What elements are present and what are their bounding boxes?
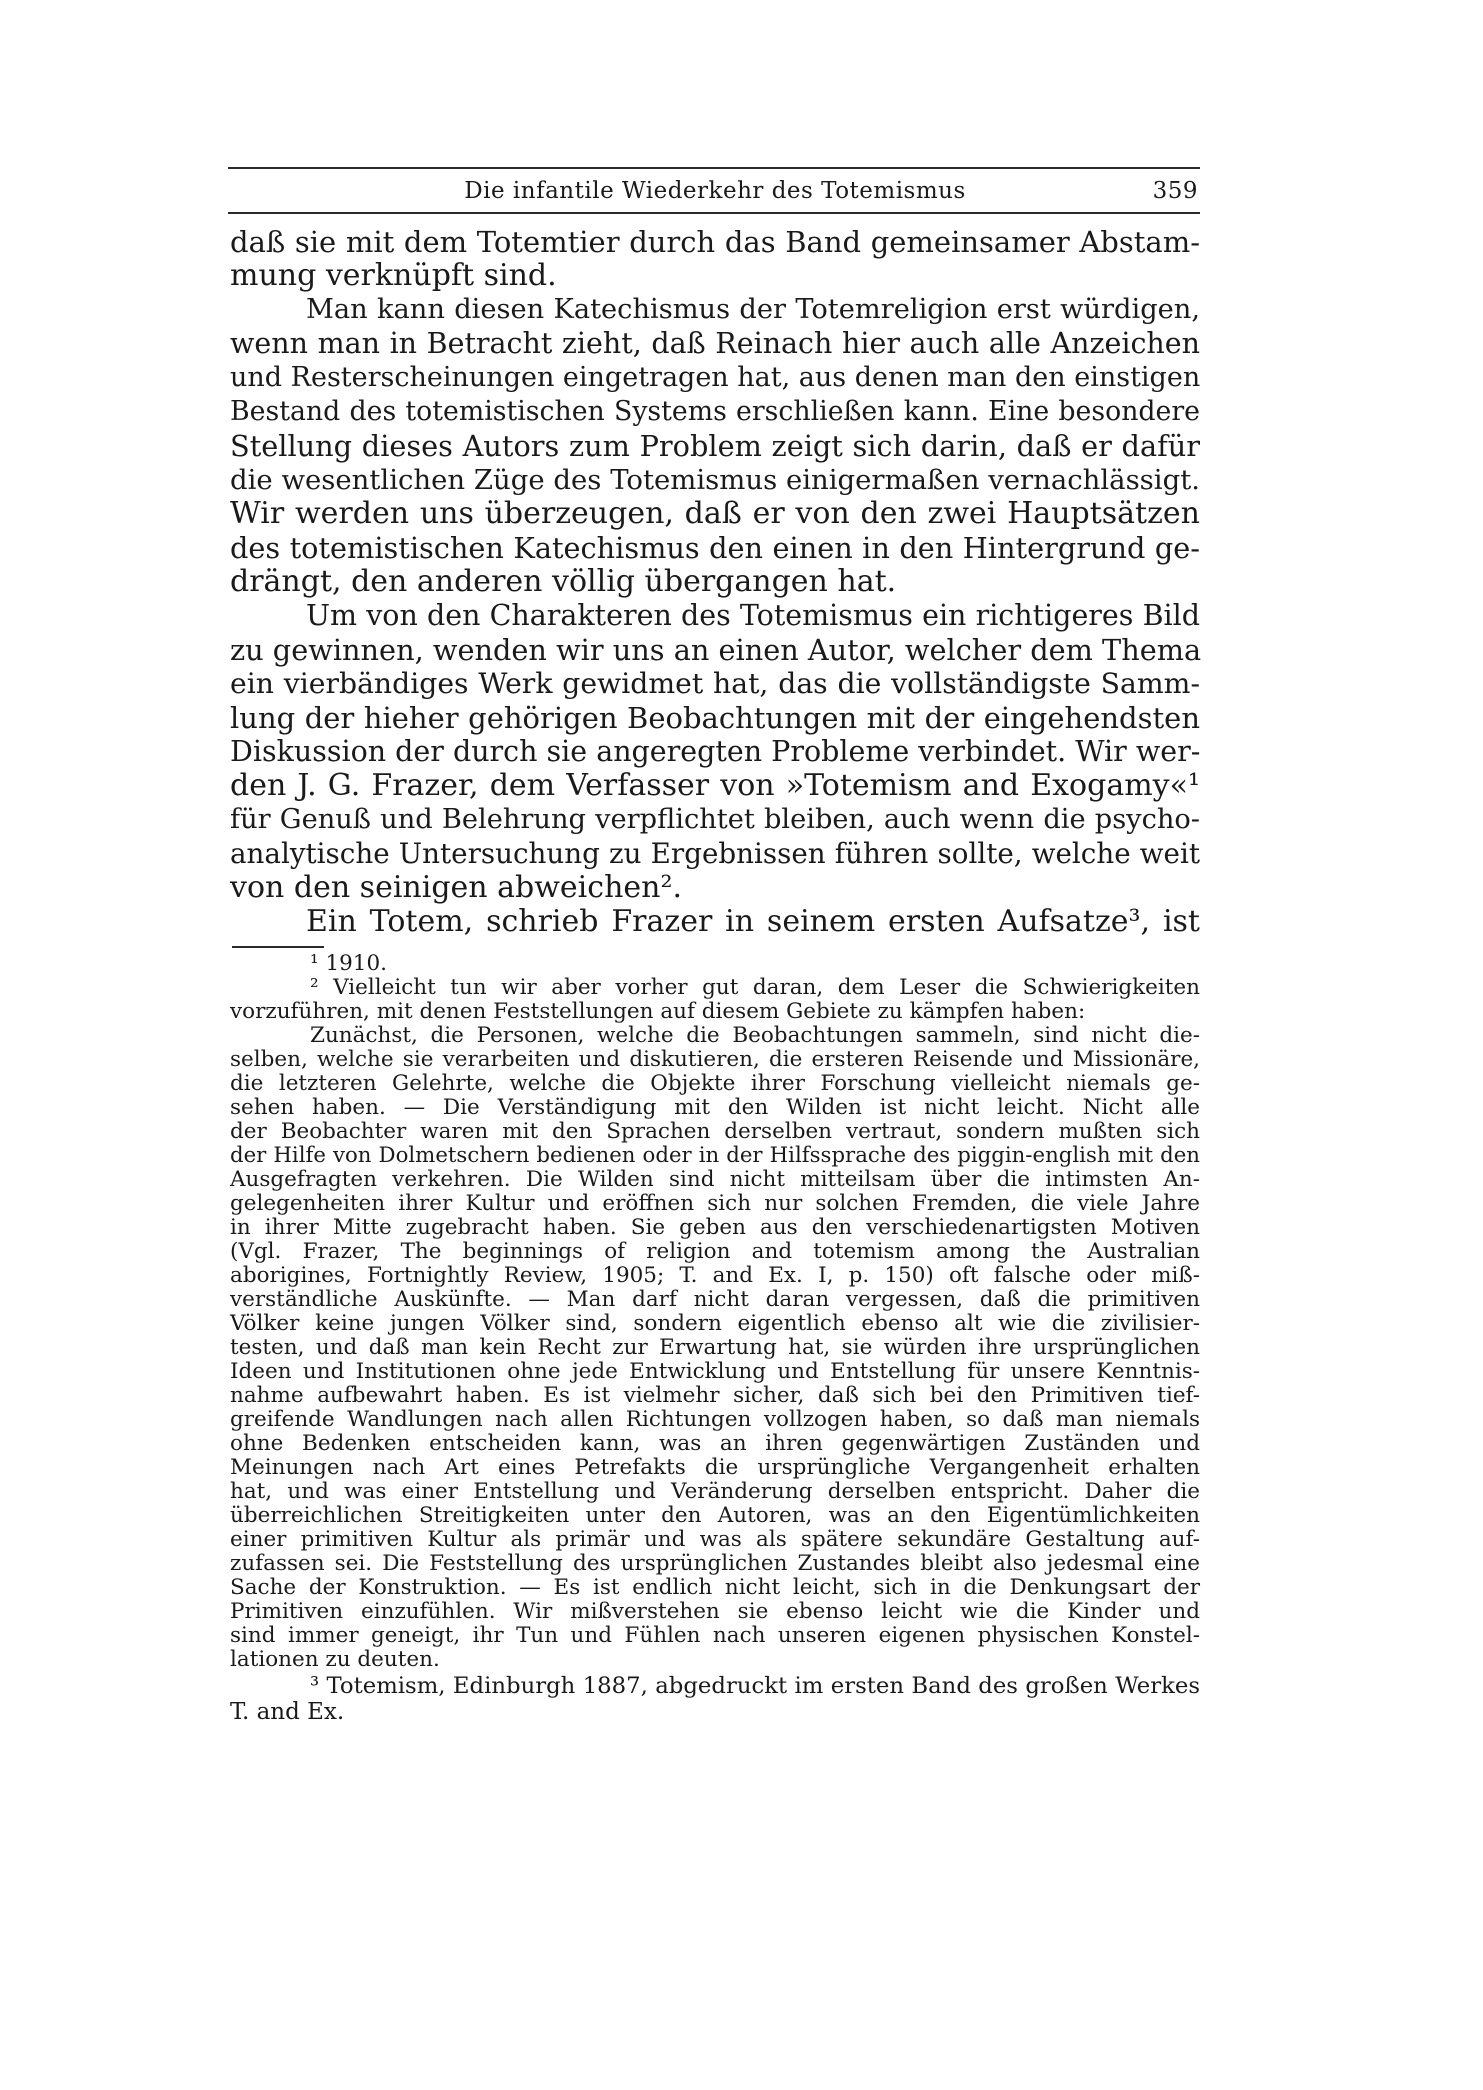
body-line: daß sie mit dem Totemtier durch das Band gemeinsamer Abstam- [230,225,1200,259]
footnote-line: Völker keine jungen Völker sind, sondern eigentlich ebenso alt wie die zivilisier- [230,1311,1200,1336]
body-line: Stellung dieses Autors zum Problem zeigt sich darin, daß er dafür [230,429,1200,463]
body-line: und Resterscheinungen eingetragen hat, aus denen man den einstigen [230,362,1201,393]
footnote-line: (Vgl. Frazer, The beginnings of religion and totemism among the Australian [230,1239,1200,1264]
footnote-line: T. and Ex. [230,1699,345,1725]
footnote-line: aborigines, Fortnightly Review, 1905; T. and Ex. I, p. 150) oft falsche oder miß- [230,1263,1200,1288]
footnote-line: ohne Bedenken entscheiden kann, was an ihren gegenwärtigen Zuständen und [230,1431,1200,1456]
running-header [232,172,1198,206]
footnote-line: die letzteren Gelehrte, welche die Objekte ihrer Forschung vielleicht niemals ge- [230,1071,1200,1096]
footnote-line: vorzuführen, mit denen Feststellungen auf diesem Gebiete zu kämpfen haben: [230,999,1086,1024]
footnote-line: Ideen und Institutionen ohne jede Entwicklung und Entstellung für unsere Kenntnis- [230,1359,1200,1384]
footnote-line: hat, und was einer Entstellung und Veränderung derselben entspricht. Daher die [230,1479,1200,1504]
footnote-line: Zunächst, die Personen, welche die Beobachtungen sammeln, sind nicht die- [310,1023,1200,1048]
body-line: Um von den Charakteren des Totemismus ein richtigeres Bild [306,599,1200,632]
header-rule-top [228,167,1200,169]
body-line: zu gewinnen, wenden wir uns an einen Autor, welcher dem Thema [230,633,1202,667]
footnote-line: gelegenheiten ihrer Kultur und eröffnen sich nur solchen Fremden, die viele Jahre [230,1191,1200,1216]
footnote-line: sehen haben. — Die Verständigung mit den Wilden ist nicht leicht. Nicht alle [230,1095,1200,1120]
body-line: analytische Untersuchung zu Ergebnissen führen sollte, welche weit [230,837,1200,870]
footnote-line: sind immer geneigt, ihr Tun und Fühlen nach unseren eigenen physischen Konstel- [230,1623,1200,1648]
footnote-line: nahme aufbewahrt haben. Es ist vielmehr sicher, daß sich bei den Primitiven tief- [230,1383,1200,1408]
footnote-line: zufassen sei. Die Feststellung des ursprünglichen Zustandes bleibt also jedesmal eine [230,1551,1200,1576]
body-line: Wir werden uns überzeugen, daß er von den zwei Hauptsätzen [230,496,1200,531]
footnote-line: selben, welche sie verarbeiten und diskutieren, die ersteren Reisende und Missionäre, [230,1047,1200,1072]
body-line: lung der hieher gehörigen Beobachtungen mit der eingehendsten [230,701,1200,735]
body-line: Ein Totem, schrieb Frazer in seinem ersten Aufsatze³, ist [306,904,1200,939]
footnote-line: einer primitiven Kultur als primär und was als spätere sekundäre Gestaltung auf- [230,1527,1200,1552]
footnote-line: lationen zu deuten. [230,1647,440,1672]
page-number: 359 [1152,178,1198,204]
footnote-line: in ihrer Mitte zugebracht haben. Sie geben aus den verschiedenartigsten Motiven [230,1215,1200,1240]
body-line: ein vierbändiges Werk gewidmet hat, das die vollständigste Samm- [230,667,1200,700]
footnote-line: greifende Wandlungen nach allen Richtungen vollzogen haben, so daß man niemals [230,1407,1200,1432]
body-line: Bestand des totemistischen Systems erschließen kann. Eine besondere [230,396,1200,427]
body-line: von den seinigen abweichen². [230,870,683,905]
running-title: Die infantile Wiederkehr des Totemismus [464,178,966,204]
body-line: Man kann diesen Katechismus der Totemreligion erst würdigen, [306,294,1200,325]
footnote-separator [232,946,324,948]
footnote-line: Ausgefragten verkehren. Die Wilden sind nicht mitteilsam über die intimsten An- [230,1167,1200,1192]
footnote-line: ³ Totemism, Edinburgh 1887, abgedruckt im ersten Band des großen Werkes [310,1673,1200,1699]
body-line: den J. G. Frazer, dem Verfasser von »Totemism and Exogamy«¹ [230,768,1200,803]
body-line: drängt, den anderen völlig übergangen hat. [230,564,897,599]
footnote-line: Sache der Konstruktion. — Es ist endlich nicht leicht, sich in die Denkungsart der [230,1575,1200,1600]
body-line: des totemistischen Katechismus den einen in den Hintergrund ge- [230,531,1200,565]
body-line: für Genuß und Belehrung verpflichtet bleiben, auch wenn die psycho- [230,804,1200,835]
footnote-line: der Hilfe von Dolmetschern bedienen oder in der Hilfssprache des piggin-english mit den [230,1143,1200,1168]
footnote-line: Meinungen nach Art eines Petrefakts die ursprüngliche Vergangenheit erhalten [230,1455,1200,1480]
footnote-line: Primitiven einzufühlen. Wir mißverstehen sie ebenso leicht wie die Kinder und [230,1599,1200,1624]
body-line: die wesentlichen Züge des Totemismus einigermaßen vernachlässigt. [230,464,1200,496]
header-rule-bottom [228,212,1200,214]
body-line: wenn man in Betracht zieht, daß Reinach hier auch alle Anzeichen [230,327,1200,360]
footnote-line: der Beobachter waren mit den Sprachen derselben vertraut, sondern mußten sich [230,1119,1200,1144]
body-line: mung verknüpft sind. [230,258,557,293]
footnote-line: ¹ 1910. [310,951,388,976]
footnote-line: ² Vielleicht tun wir aber vorher gut daran, dem Leser die Schwierigkeiten [310,975,1200,1000]
footnote-line: überreichlichen Streitigkeiten unter den Autoren, was an den Eigentümlichkeiten [230,1503,1200,1528]
footnote-line: verständliche Auskünfte. — Man darf nicht daran vergessen, daß die primitiven [230,1287,1200,1312]
body-line: Diskussion der durch sie angeregten Probleme verbindet. Wir wer- [230,735,1201,768]
footnote-line: testen, und daß man kein Recht zur Erwartung hat, sie würden ihre ursprünglichen [230,1335,1200,1360]
